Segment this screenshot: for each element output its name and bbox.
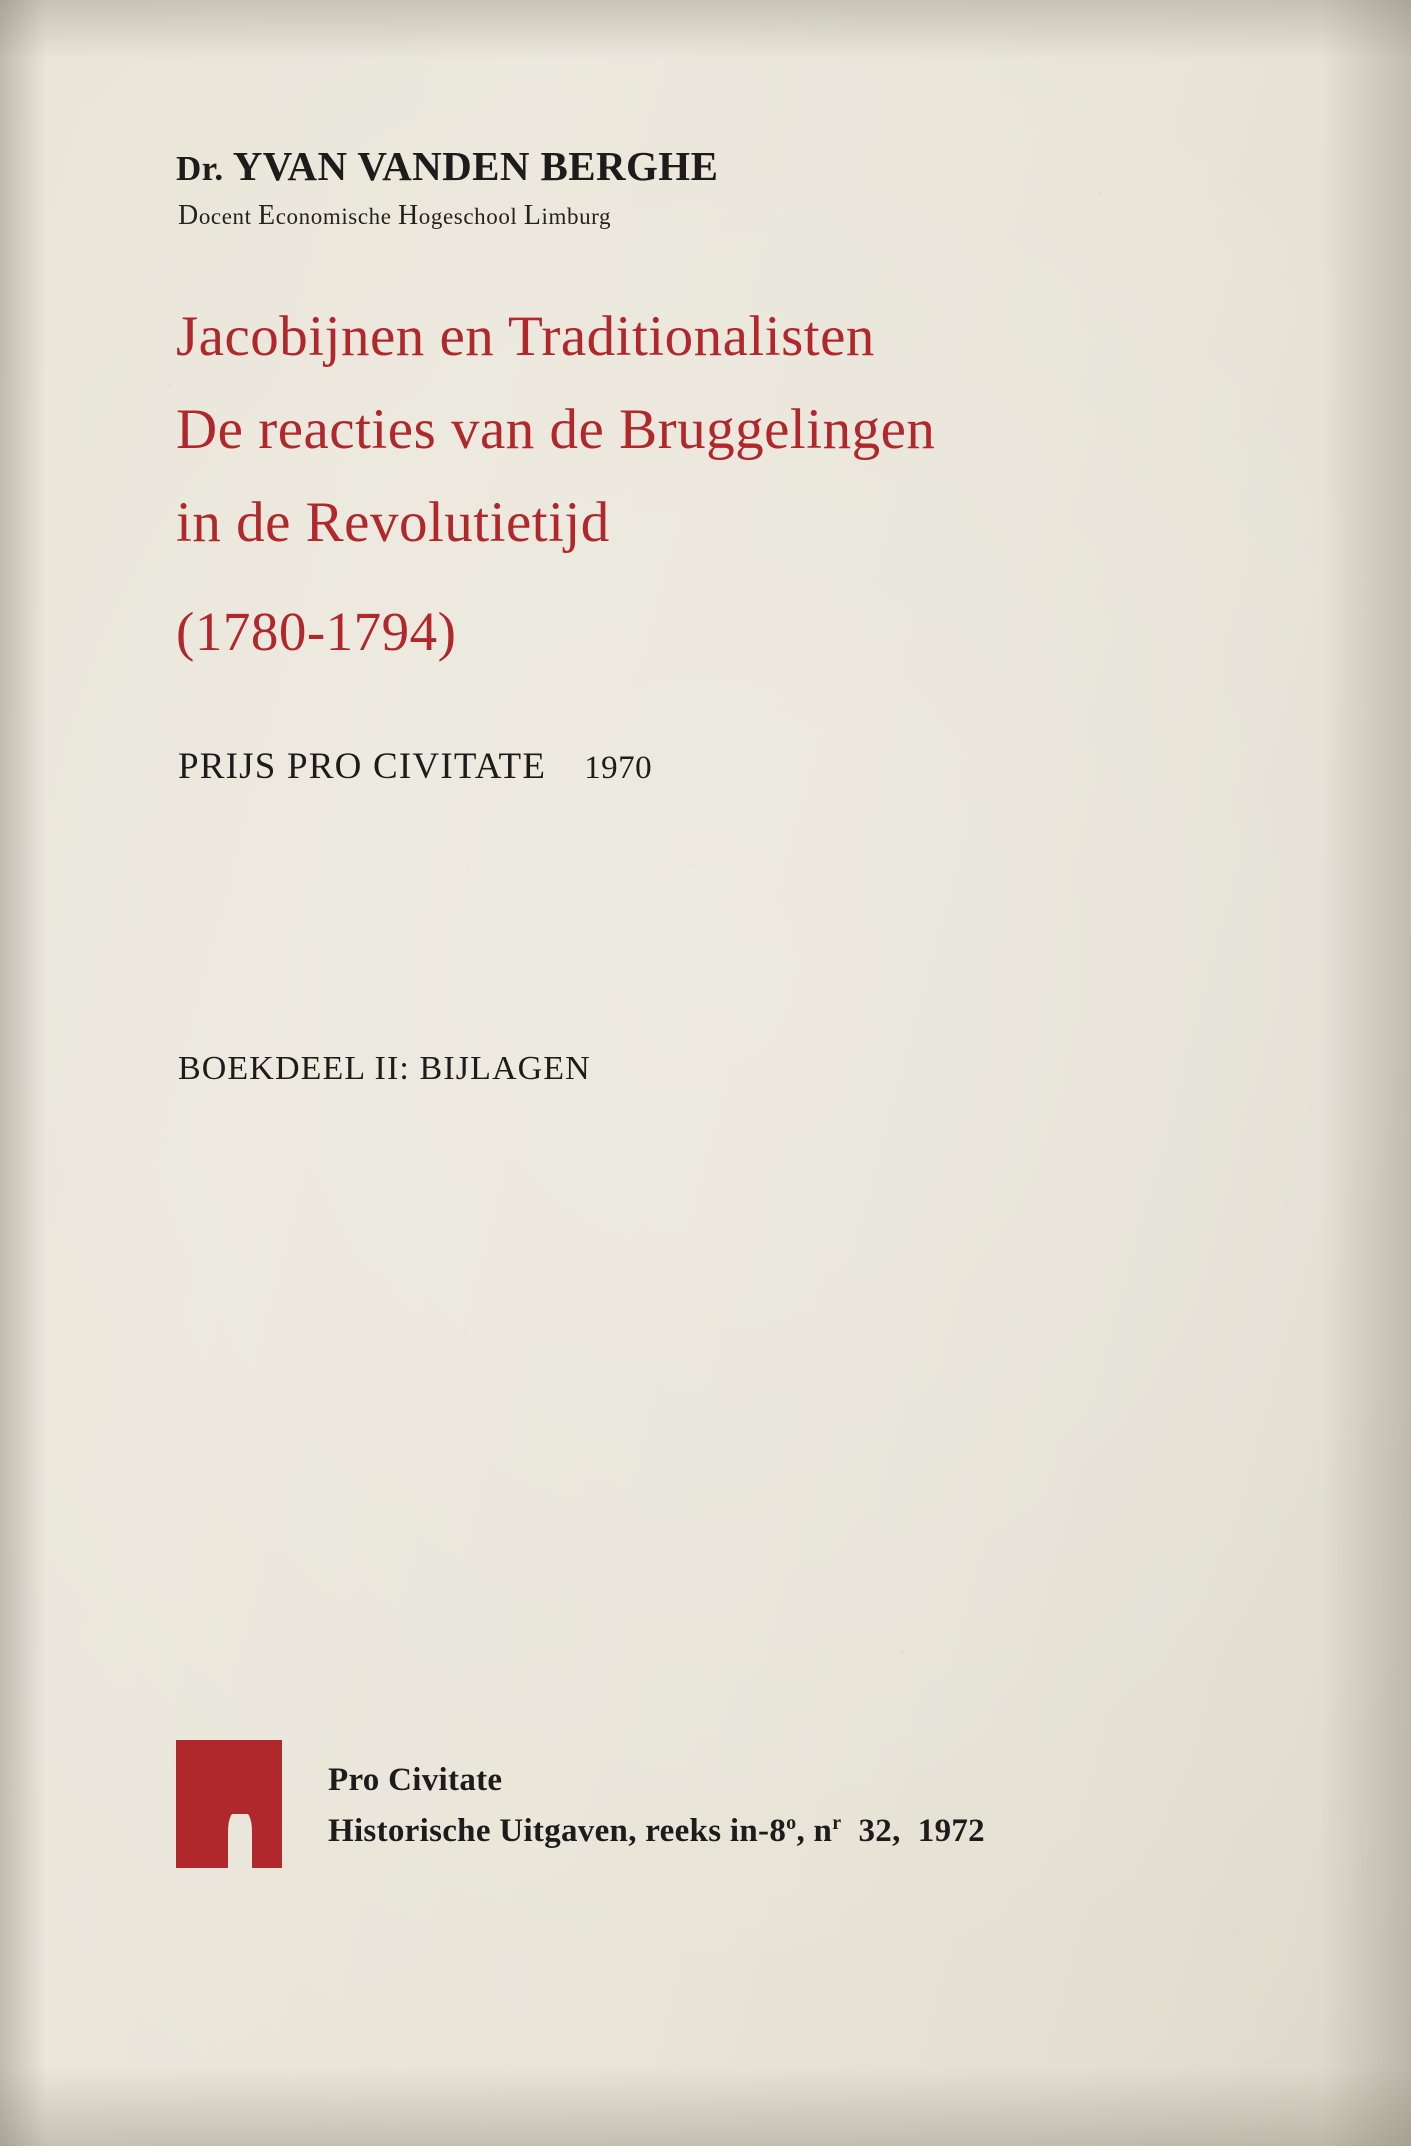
volume-label: BOEKDEEL II: BIJLAGEN bbox=[178, 1050, 591, 1087]
series-year: 1972 bbox=[917, 1813, 985, 1849]
cover-content bbox=[176, 0, 1296, 2146]
series-superscript: o bbox=[786, 1812, 797, 1834]
prize-year: 1970 bbox=[584, 750, 653, 786]
author-name bbox=[176, 142, 718, 190]
author-affiliation: Docent Economische Hogeschool Limburg bbox=[178, 200, 612, 231]
author-honorific: Dr. bbox=[176, 149, 224, 188]
series-number: 32, bbox=[858, 1813, 901, 1849]
publisher-series bbox=[328, 1812, 985, 1850]
title-line-2: De reacties van de Bruggelingen bbox=[176, 398, 936, 461]
prize-line bbox=[178, 745, 652, 788]
series-number-superscript: r bbox=[832, 1812, 842, 1834]
prize-label: PRIJS PRO CIVITATE bbox=[178, 746, 547, 787]
series-number-prefix: , n bbox=[796, 1813, 833, 1849]
page-edge-right bbox=[1321, 0, 1411, 2146]
publisher-name: Pro Civitate bbox=[328, 1762, 503, 1798]
publisher-text bbox=[328, 1762, 985, 1850]
title-line-1: Jacobijnen en Traditionalisten bbox=[176, 305, 875, 368]
author-fullname: YVAN VANDEN BERGHE bbox=[232, 143, 719, 189]
title-line-4-years: (1780-1794) bbox=[176, 601, 457, 662]
book-title bbox=[176, 290, 1176, 678]
series-prefix: Historische Uitgaven, reeks in-8 bbox=[328, 1813, 787, 1849]
title-line-3: in de Revolutietijd bbox=[176, 491, 610, 554]
page-edge-left bbox=[0, 0, 46, 2146]
pro-civitate-logo-icon bbox=[176, 1740, 304, 1868]
